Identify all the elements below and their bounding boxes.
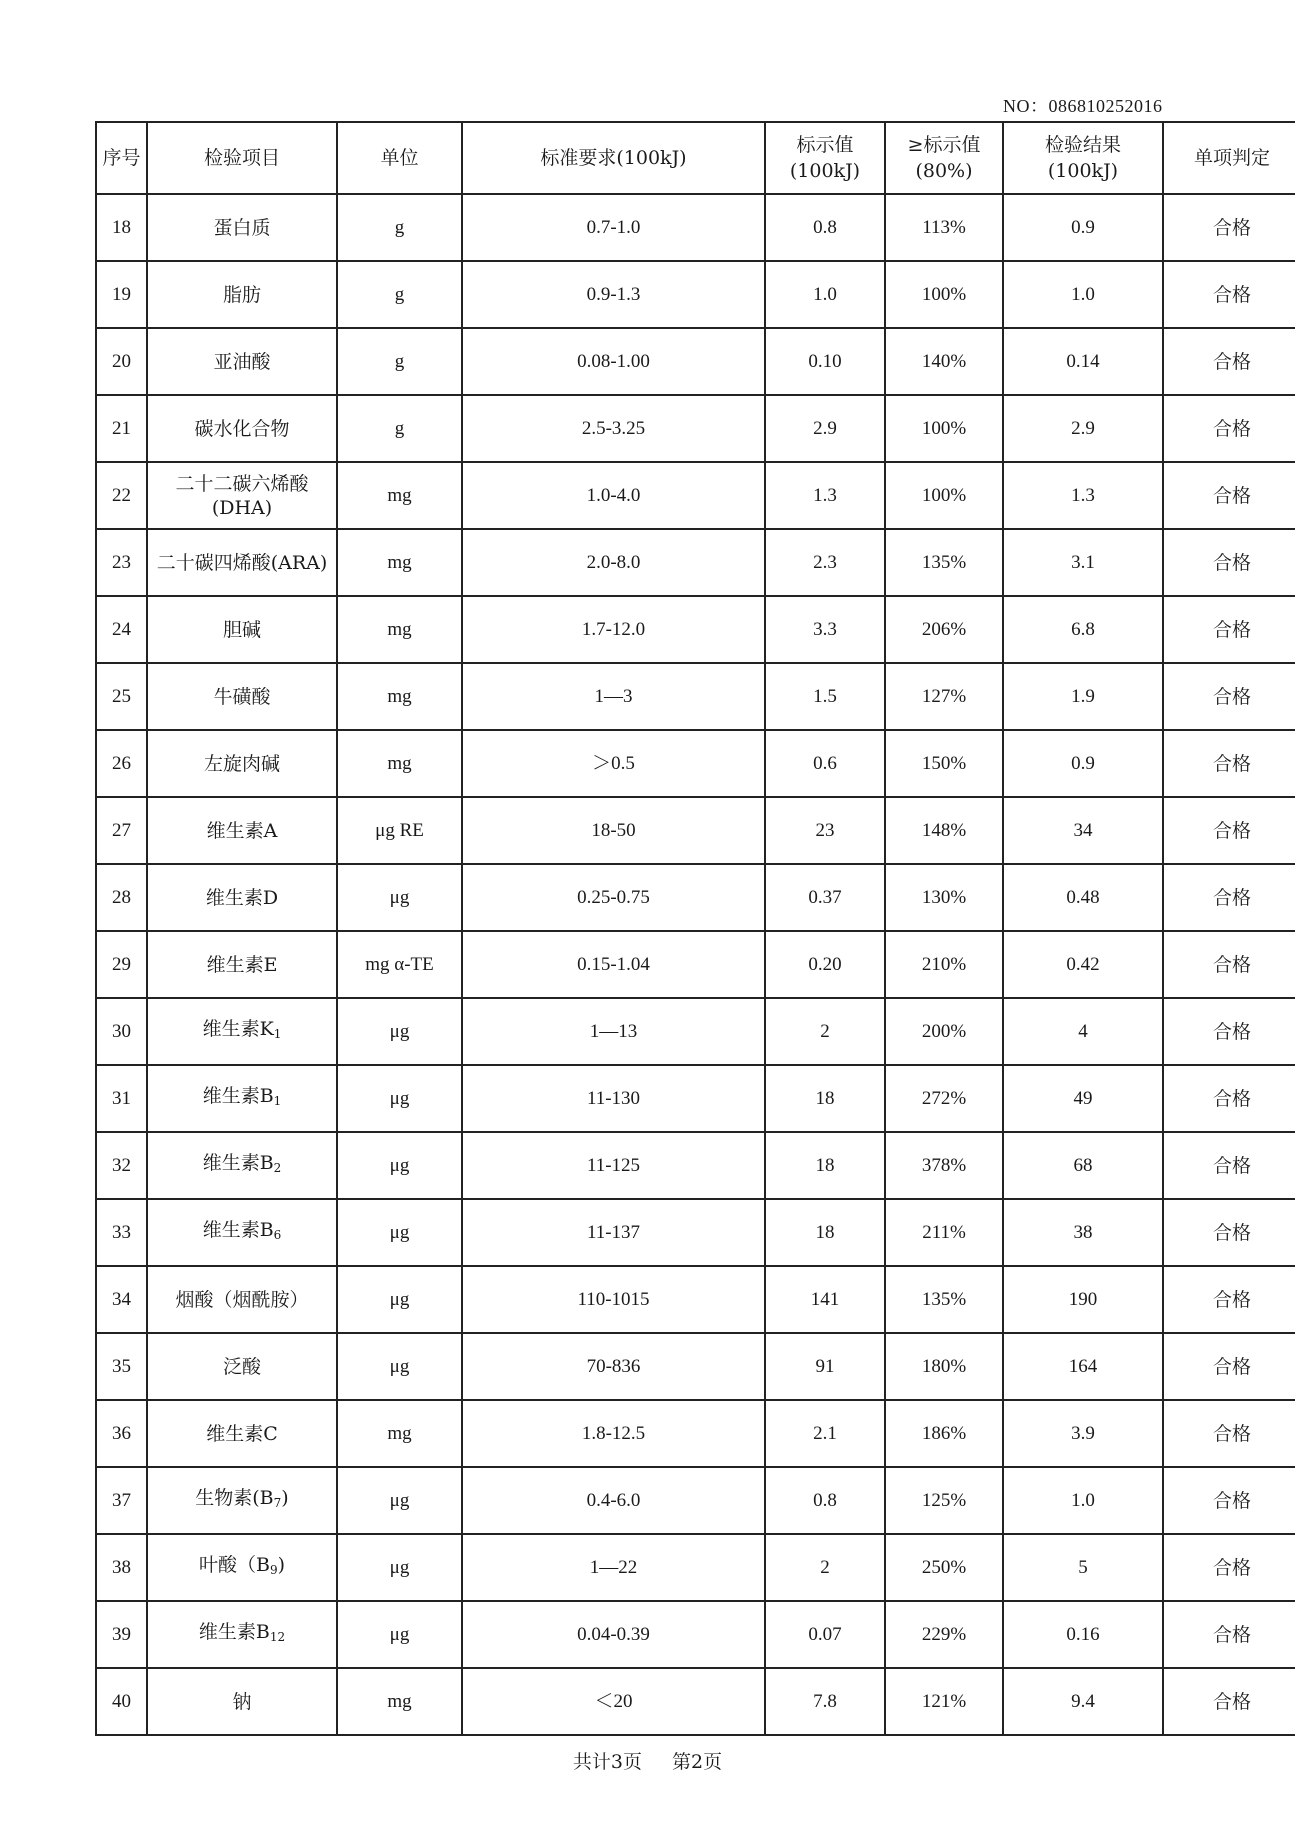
header-ratio-line1: ≥标示值 bbox=[907, 134, 981, 156]
table-row bbox=[96, 864, 1295, 931]
row-standard: 0.7-1.0 bbox=[462, 194, 765, 261]
row-label-value: 1.5 bbox=[765, 663, 885, 730]
row-result: 1.9 bbox=[1003, 663, 1163, 730]
row-label-value: 0.10 bbox=[765, 328, 885, 395]
row-item bbox=[147, 931, 337, 998]
header-label-value-line2: (100kJ) bbox=[789, 160, 861, 182]
row-unit: μg bbox=[337, 1199, 462, 1266]
row-label-value: 141 bbox=[765, 1266, 885, 1333]
row-standard: 0.25-0.75 bbox=[462, 864, 765, 931]
row-ratio: 100% bbox=[885, 395, 1003, 462]
row-result: 1.0 bbox=[1003, 1467, 1163, 1534]
row-seq: 37 bbox=[96, 1467, 147, 1534]
row-item bbox=[147, 1333, 337, 1400]
row-result: 1.0 bbox=[1003, 261, 1163, 328]
row-ratio: 100% bbox=[885, 261, 1003, 328]
row-item-name: 碳水化合物 bbox=[194, 417, 290, 440]
page-footer bbox=[0, 1747, 1295, 1774]
row-label-value: 2 bbox=[765, 1534, 885, 1601]
row-unit: g bbox=[337, 395, 462, 462]
table-row bbox=[96, 1400, 1295, 1467]
row-item bbox=[147, 730, 337, 797]
row-unit: mg bbox=[337, 462, 462, 529]
row-standard: 0.15-1.04 bbox=[462, 931, 765, 998]
row-result: 3.9 bbox=[1003, 1400, 1163, 1467]
row-ratio: 272% bbox=[885, 1065, 1003, 1132]
row-verdict: 合格 bbox=[1163, 864, 1295, 931]
row-item bbox=[147, 864, 337, 931]
row-item-name: 二十二碳六烯酸 bbox=[175, 472, 309, 495]
row-label-value: 18 bbox=[765, 1199, 885, 1266]
row-ratio: 113% bbox=[885, 194, 1003, 261]
row-item-name: 维生素A bbox=[206, 819, 278, 842]
row-unit: μg bbox=[337, 1065, 462, 1132]
row-standard: 11-130 bbox=[462, 1065, 765, 1132]
row-seq: 30 bbox=[96, 998, 147, 1065]
row-verdict: 合格 bbox=[1163, 1668, 1295, 1735]
row-seq: 21 bbox=[96, 395, 147, 462]
table-row bbox=[96, 194, 1295, 261]
row-item-name: 牛磺酸 bbox=[213, 685, 271, 708]
row-seq: 26 bbox=[96, 730, 147, 797]
row-result: 0.9 bbox=[1003, 194, 1163, 261]
row-item-name: 维生素B bbox=[202, 1219, 274, 1241]
row-verdict: 合格 bbox=[1163, 1065, 1295, 1132]
row-unit: μg bbox=[337, 864, 462, 931]
row-verdict: 合格 bbox=[1163, 1400, 1295, 1467]
row-item-subscript: 7 bbox=[273, 1496, 282, 1510]
row-ratio: 135% bbox=[885, 1266, 1003, 1333]
row-result: 49 bbox=[1003, 1065, 1163, 1132]
row-item bbox=[147, 462, 337, 529]
row-verdict: 合格 bbox=[1163, 1266, 1295, 1333]
header-ratio-line2: (80%) bbox=[915, 160, 973, 182]
row-result: 190 bbox=[1003, 1266, 1163, 1333]
table-row bbox=[96, 998, 1295, 1065]
row-ratio: 130% bbox=[885, 864, 1003, 931]
table-row bbox=[96, 328, 1295, 395]
row-result: 3.1 bbox=[1003, 529, 1163, 596]
row-seq: 25 bbox=[96, 663, 147, 730]
row-verdict: 合格 bbox=[1163, 328, 1295, 395]
header-label-value-line1: 标示值 bbox=[796, 134, 854, 156]
row-ratio: 186% bbox=[885, 1400, 1003, 1467]
row-label-value: 18 bbox=[765, 1132, 885, 1199]
row-unit: mg α-TE bbox=[337, 931, 462, 998]
row-standard: 11-137 bbox=[462, 1199, 765, 1266]
row-item-name: 亚油酸 bbox=[213, 350, 271, 373]
table-row bbox=[96, 1668, 1295, 1735]
row-verdict: 合格 bbox=[1163, 998, 1295, 1065]
header-verdict: 单项判定 bbox=[1163, 122, 1295, 194]
row-item-name: 脂肪 bbox=[222, 283, 261, 306]
row-item-suffix: ) bbox=[277, 1554, 286, 1576]
row-verdict: 合格 bbox=[1163, 462, 1295, 529]
row-item bbox=[147, 797, 337, 864]
table-row bbox=[96, 797, 1295, 864]
row-ratio: 148% bbox=[885, 797, 1003, 864]
row-item-subscript: 6 bbox=[273, 1228, 282, 1242]
row-label-value: 2.3 bbox=[765, 529, 885, 596]
row-verdict: 合格 bbox=[1163, 1534, 1295, 1601]
row-standard: 1.8-12.5 bbox=[462, 1400, 765, 1467]
row-item bbox=[147, 1400, 337, 1467]
row-label-value: 0.8 bbox=[765, 194, 885, 261]
header-label-value bbox=[765, 122, 885, 194]
row-item-subscript: 1 bbox=[273, 1094, 282, 1108]
table-row bbox=[96, 596, 1295, 663]
row-seq: 33 bbox=[96, 1199, 147, 1266]
row-result: 0.42 bbox=[1003, 931, 1163, 998]
row-ratio: 378% bbox=[885, 1132, 1003, 1199]
row-result: 9.4 bbox=[1003, 1668, 1163, 1735]
row-ratio: 125% bbox=[885, 1467, 1003, 1534]
row-item bbox=[147, 194, 337, 261]
row-ratio: 200% bbox=[885, 998, 1003, 1065]
table-row bbox=[96, 1534, 1295, 1601]
row-seq: 23 bbox=[96, 529, 147, 596]
row-verdict: 合格 bbox=[1163, 1333, 1295, 1400]
row-verdict: 合格 bbox=[1163, 395, 1295, 462]
table-row bbox=[96, 663, 1295, 730]
row-standard: 70-836 bbox=[462, 1333, 765, 1400]
row-seq: 29 bbox=[96, 931, 147, 998]
row-item bbox=[147, 1266, 337, 1333]
row-seq: 27 bbox=[96, 797, 147, 864]
row-item-name: 维生素E bbox=[206, 953, 278, 976]
row-result: 38 bbox=[1003, 1199, 1163, 1266]
row-standard: 1—3 bbox=[462, 663, 765, 730]
row-result: 5 bbox=[1003, 1534, 1163, 1601]
row-item-subscript: 2 bbox=[273, 1161, 282, 1175]
table-row bbox=[96, 1132, 1295, 1199]
table-header-row bbox=[96, 122, 1295, 194]
row-verdict: 合格 bbox=[1163, 931, 1295, 998]
row-ratio: 211% bbox=[885, 1199, 1003, 1266]
row-unit: μg bbox=[337, 1266, 462, 1333]
row-item-name: 维生素D bbox=[205, 886, 279, 909]
row-seq: 18 bbox=[96, 194, 147, 261]
row-result: 0.9 bbox=[1003, 730, 1163, 797]
row-item bbox=[147, 596, 337, 663]
row-standard: 11-125 bbox=[462, 1132, 765, 1199]
row-unit: μg bbox=[337, 998, 462, 1065]
row-item bbox=[147, 1601, 337, 1668]
row-ratio: 250% bbox=[885, 1534, 1003, 1601]
table-row bbox=[96, 1199, 1295, 1266]
row-result: 164 bbox=[1003, 1333, 1163, 1400]
table-row bbox=[96, 1601, 1295, 1668]
row-result: 6.8 bbox=[1003, 596, 1163, 663]
row-unit: mg bbox=[337, 1400, 462, 1467]
row-seq: 28 bbox=[96, 864, 147, 931]
row-result: 4 bbox=[1003, 998, 1163, 1065]
row-seq: 31 bbox=[96, 1065, 147, 1132]
row-item-name: 蛋白质 bbox=[213, 216, 271, 239]
row-verdict: 合格 bbox=[1163, 1199, 1295, 1266]
table-row bbox=[96, 462, 1295, 529]
row-seq: 24 bbox=[96, 596, 147, 663]
row-ratio: 121% bbox=[885, 1668, 1003, 1735]
row-item-subscript: 1 bbox=[273, 1027, 282, 1041]
row-result: 34 bbox=[1003, 797, 1163, 864]
row-result: 2.9 bbox=[1003, 395, 1163, 462]
row-result: 68 bbox=[1003, 1132, 1163, 1199]
row-label-value: 1.0 bbox=[765, 261, 885, 328]
row-item bbox=[147, 328, 337, 395]
row-unit: mg bbox=[337, 663, 462, 730]
row-standard: ＞0.5 bbox=[462, 730, 765, 797]
row-item-subscript: 12 bbox=[269, 1630, 286, 1644]
table-row bbox=[96, 1065, 1295, 1132]
row-label-value: 7.8 bbox=[765, 1668, 885, 1735]
row-item bbox=[147, 1534, 337, 1601]
row-unit: μg bbox=[337, 1534, 462, 1601]
row-item-line2: (DHA) bbox=[211, 496, 273, 519]
row-item-name: 维生素B bbox=[202, 1152, 274, 1174]
row-seq: 19 bbox=[96, 261, 147, 328]
row-label-value: 23 bbox=[765, 797, 885, 864]
row-seq: 38 bbox=[96, 1534, 147, 1601]
row-unit: μg RE bbox=[337, 797, 462, 864]
row-item bbox=[147, 1132, 337, 1199]
row-item bbox=[147, 1065, 337, 1132]
row-item-name: 二十碳四烯酸(ARA) bbox=[156, 551, 328, 574]
row-verdict: 合格 bbox=[1163, 261, 1295, 328]
row-label-value: 91 bbox=[765, 1333, 885, 1400]
row-standard: 18-50 bbox=[462, 797, 765, 864]
row-label-value: 0.20 bbox=[765, 931, 885, 998]
row-item bbox=[147, 395, 337, 462]
row-verdict: 合格 bbox=[1163, 663, 1295, 730]
row-item bbox=[147, 663, 337, 730]
row-ratio: 100% bbox=[885, 462, 1003, 529]
row-standard: 1—22 bbox=[462, 1534, 765, 1601]
row-ratio: 229% bbox=[885, 1601, 1003, 1668]
table-row bbox=[96, 1333, 1295, 1400]
row-result: 0.14 bbox=[1003, 328, 1163, 395]
row-item-name: 胆碱 bbox=[222, 618, 261, 641]
row-label-value: 3.3 bbox=[765, 596, 885, 663]
row-label-value: 2 bbox=[765, 998, 885, 1065]
row-verdict: 合格 bbox=[1163, 1601, 1295, 1668]
row-label-value: 0.6 bbox=[765, 730, 885, 797]
row-verdict: 合格 bbox=[1163, 529, 1295, 596]
row-standard: 0.08-1.00 bbox=[462, 328, 765, 395]
table-row bbox=[96, 1467, 1295, 1534]
row-standard: 0.4-6.0 bbox=[462, 1467, 765, 1534]
header-unit: 单位 bbox=[337, 122, 462, 194]
row-item-name: 生物素(B bbox=[195, 1487, 274, 1509]
row-standard: 110-1015 bbox=[462, 1266, 765, 1333]
row-label-value: 2.9 bbox=[765, 395, 885, 462]
row-unit: g bbox=[337, 194, 462, 261]
header-result-line2: (100kJ) bbox=[1047, 160, 1119, 182]
table-row bbox=[96, 261, 1295, 328]
row-item bbox=[147, 998, 337, 1065]
table-row bbox=[96, 931, 1295, 998]
row-verdict: 合格 bbox=[1163, 1132, 1295, 1199]
row-label-value: 0.8 bbox=[765, 1467, 885, 1534]
row-unit: mg bbox=[337, 529, 462, 596]
table-row bbox=[96, 1266, 1295, 1333]
table-row bbox=[96, 395, 1295, 462]
row-item-name: 维生素C bbox=[206, 1422, 278, 1445]
row-unit: mg bbox=[337, 730, 462, 797]
header-seq: 序号 bbox=[96, 122, 147, 194]
row-ratio: 206% bbox=[885, 596, 1003, 663]
row-result: 0.48 bbox=[1003, 864, 1163, 931]
row-item-suffix: ) bbox=[281, 1487, 289, 1509]
row-verdict: 合格 bbox=[1163, 194, 1295, 261]
row-unit: μg bbox=[337, 1467, 462, 1534]
row-label-value: 2.1 bbox=[765, 1400, 885, 1467]
header-standard: 标准要求(100kJ) bbox=[462, 122, 765, 194]
row-item bbox=[147, 1199, 337, 1266]
footer-total-pages: 共计3页 bbox=[572, 1751, 642, 1773]
row-item-name: 叶酸（B bbox=[198, 1554, 270, 1576]
row-ratio: 180% bbox=[885, 1333, 1003, 1400]
row-unit: μg bbox=[337, 1333, 462, 1400]
row-seq: 20 bbox=[96, 328, 147, 395]
footer-current-page: 第2页 bbox=[672, 1751, 723, 1773]
row-unit: μg bbox=[337, 1132, 462, 1199]
report-number: NO：086810252016 bbox=[1003, 96, 1163, 116]
row-label-value: 1.3 bbox=[765, 462, 885, 529]
row-item bbox=[147, 1467, 337, 1534]
header-item: 检验项目 bbox=[147, 122, 337, 194]
row-standard: 1—13 bbox=[462, 998, 765, 1065]
header-result bbox=[1003, 122, 1163, 194]
row-verdict: 合格 bbox=[1163, 596, 1295, 663]
row-item-name: 左旋肉碱 bbox=[203, 752, 280, 775]
row-ratio: 140% bbox=[885, 328, 1003, 395]
header-result-line1: 检验结果 bbox=[1044, 134, 1121, 156]
row-standard: ＜20 bbox=[462, 1668, 765, 1735]
row-item-name: 维生素K bbox=[202, 1018, 274, 1040]
row-unit: mg bbox=[337, 596, 462, 663]
row-item-name: 维生素B bbox=[198, 1621, 270, 1643]
row-unit: g bbox=[337, 328, 462, 395]
row-seq: 40 bbox=[96, 1668, 147, 1735]
row-standard: 2.0-8.0 bbox=[462, 529, 765, 596]
row-seq: 34 bbox=[96, 1266, 147, 1333]
row-verdict: 合格 bbox=[1163, 1467, 1295, 1534]
row-result: 1.3 bbox=[1003, 462, 1163, 529]
row-item bbox=[147, 261, 337, 328]
table-row bbox=[96, 730, 1295, 797]
row-seq: 35 bbox=[96, 1333, 147, 1400]
row-ratio: 150% bbox=[885, 730, 1003, 797]
row-label-value: 0.37 bbox=[765, 864, 885, 931]
table-body bbox=[96, 194, 1295, 1735]
row-label-value: 0.07 bbox=[765, 1601, 885, 1668]
row-item-name: 泛酸 bbox=[222, 1355, 261, 1378]
row-result: 0.16 bbox=[1003, 1601, 1163, 1668]
row-label-value: 18 bbox=[765, 1065, 885, 1132]
row-standard: 0.04-0.39 bbox=[462, 1601, 765, 1668]
row-ratio: 210% bbox=[885, 931, 1003, 998]
row-item bbox=[147, 529, 337, 596]
row-standard: 2.5-3.25 bbox=[462, 395, 765, 462]
row-ratio: 127% bbox=[885, 663, 1003, 730]
row-item bbox=[147, 1668, 337, 1735]
row-seq: 32 bbox=[96, 1132, 147, 1199]
row-seq: 36 bbox=[96, 1400, 147, 1467]
row-unit: mg bbox=[337, 1668, 462, 1735]
row-unit: μg bbox=[337, 1601, 462, 1668]
row-unit: g bbox=[337, 261, 462, 328]
row-standard: 1.0-4.0 bbox=[462, 462, 765, 529]
row-seq: 39 bbox=[96, 1601, 147, 1668]
row-ratio: 135% bbox=[885, 529, 1003, 596]
row-verdict: 合格 bbox=[1163, 730, 1295, 797]
table-row bbox=[96, 529, 1295, 596]
row-seq: 22 bbox=[96, 462, 147, 529]
row-item-name: 钠 bbox=[232, 1690, 252, 1713]
header-ratio bbox=[885, 122, 1003, 194]
inspection-table bbox=[95, 121, 1295, 1736]
row-standard: 0.9-1.3 bbox=[462, 261, 765, 328]
row-standard: 1.7-12.0 bbox=[462, 596, 765, 663]
row-item-name: 烟酸（烟酰胺） bbox=[175, 1288, 309, 1311]
row-verdict: 合格 bbox=[1163, 797, 1295, 864]
row-item-name: 维生素B bbox=[202, 1085, 274, 1107]
row-item-subscript: 9 bbox=[269, 1563, 278, 1577]
